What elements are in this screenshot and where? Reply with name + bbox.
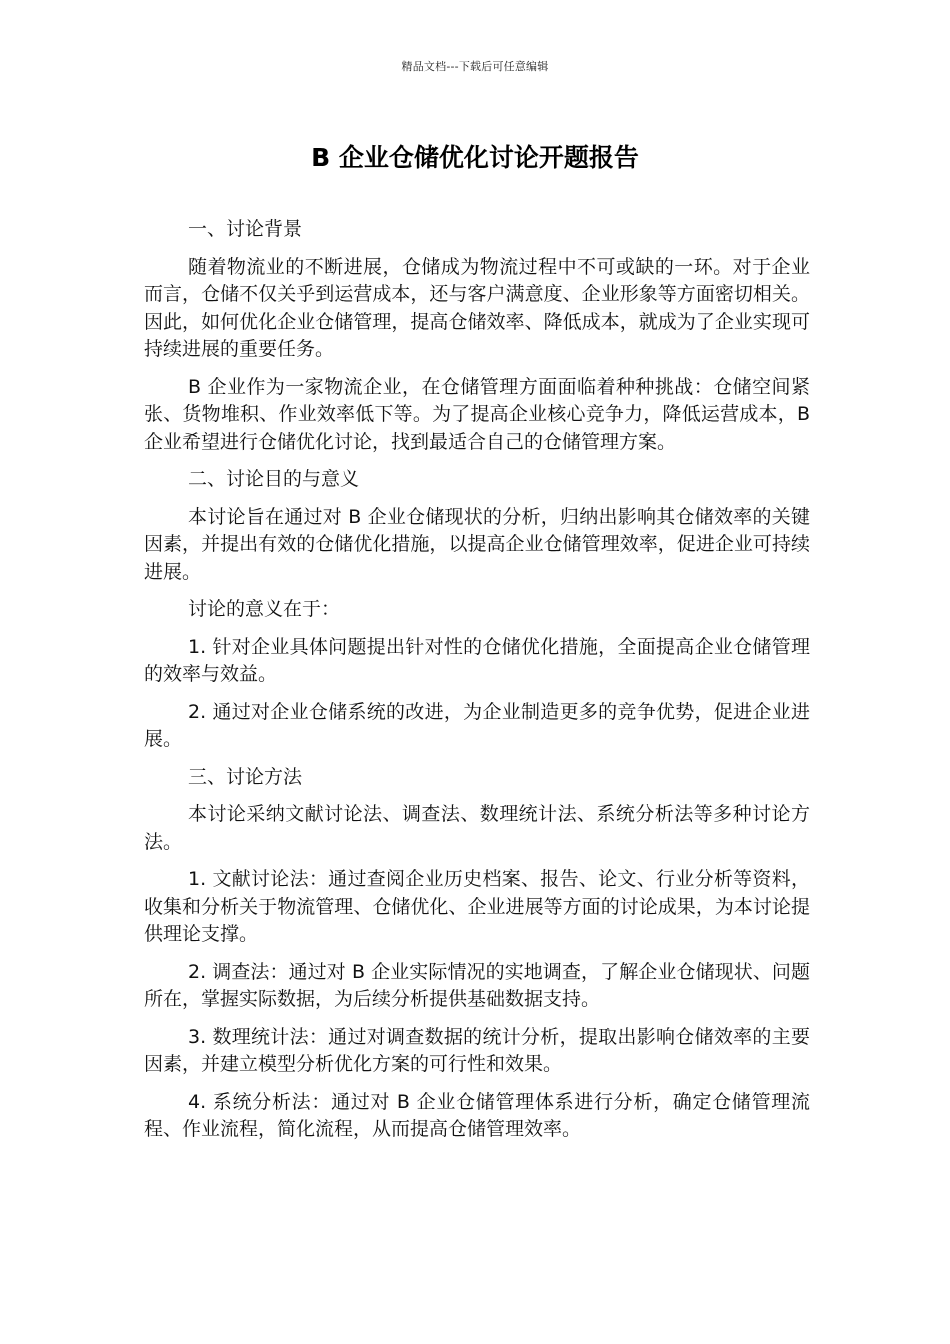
- document-body: [144, 216, 810, 1154]
- section-heading-background: 一、讨论背景: [188, 218, 303, 240]
- paragraph-methods-intro: 本讨论采纳文献讨论法、调查法、数理统计法、系统分析法等多种讨论方法。: [144, 803, 810, 853]
- list-item-significance-2: 2. 通过对企业仓储系统的改进，为企业制造更多的竞争优势，促进企业进展。: [144, 700, 810, 750]
- paragraph-background-2: B 企业作为一家物流企业，在仓储管理方面面临着种种挑战：仓储空间紧张、货物堆积、作业效率低下等。为了提高企业核心竞争力，降低运营成本，B 企业希望进行仓储优化讨论，找到最适合自己的仓储管理方案。: [144, 375, 810, 453]
- paragraph-purpose: 本讨论旨在通过对 B 企业仓储现状的分析，归纳出影响其仓储效率的关键因素，并提出有效的仓储优化措施，以提高企业仓储管理效率，促进企业可持续进展。: [144, 505, 810, 583]
- paragraph-background-1: 随着物流业的不断进展，仓储成为物流过程中不可或缺的一环。对于企业而言，仓储不仅关乎到运营成本，还与客户满意度、企业形象等方面密切相关。因此，如何优化企业仓储管理，提高仓储效率、降低成本，就成为了企业实现可持续进展的重要任务。: [144, 255, 810, 360]
- list-item-method-literature: 1. 文献讨论法：通过查阅企业历史档案、报告、论文、行业分析等资料，收集和分析关于物流管理、仓储优化、企业进展等方面的讨论成果，为本讨论提供理论支撑。: [144, 868, 810, 945]
- list-item-method-system-analysis: 4. 系统分析法：通过对 B 企业仓储管理体系进行分析，确定仓储管理流程、作业流程，简化流程，从而提高仓储管理效率。: [144, 1090, 810, 1140]
- section-heading-purpose: 二、讨论目的与意义: [188, 468, 360, 490]
- page-header-watermark: 精品文档---下载后可任意编辑: [401, 60, 549, 73]
- list-item-method-survey: 2. 调查法：通过对 B 企业实际情况的实地调查，了解企业仓储现状、问题所在，掌握实际数据，为后续分析提供基础数据支持。: [144, 960, 810, 1010]
- paragraph-significance-intro: 讨论的意义在于：: [188, 598, 341, 620]
- section-heading-methods: 三、讨论方法: [188, 765, 303, 788]
- document-title: B 企业仓储优化讨论开题报告: [311, 143, 639, 172]
- list-item-method-statistics: 3. 数理统计法：通过对调查数据的统计分析，提取出影响仓储效率的主要因素，并建立模型分析优化方案的可行性和效果。: [144, 1025, 810, 1075]
- list-item-significance-1: 1. 针对企业具体问题提出针对性的仓储优化措施，全面提高企业仓储管理的效率与效益。: [144, 635, 810, 685]
